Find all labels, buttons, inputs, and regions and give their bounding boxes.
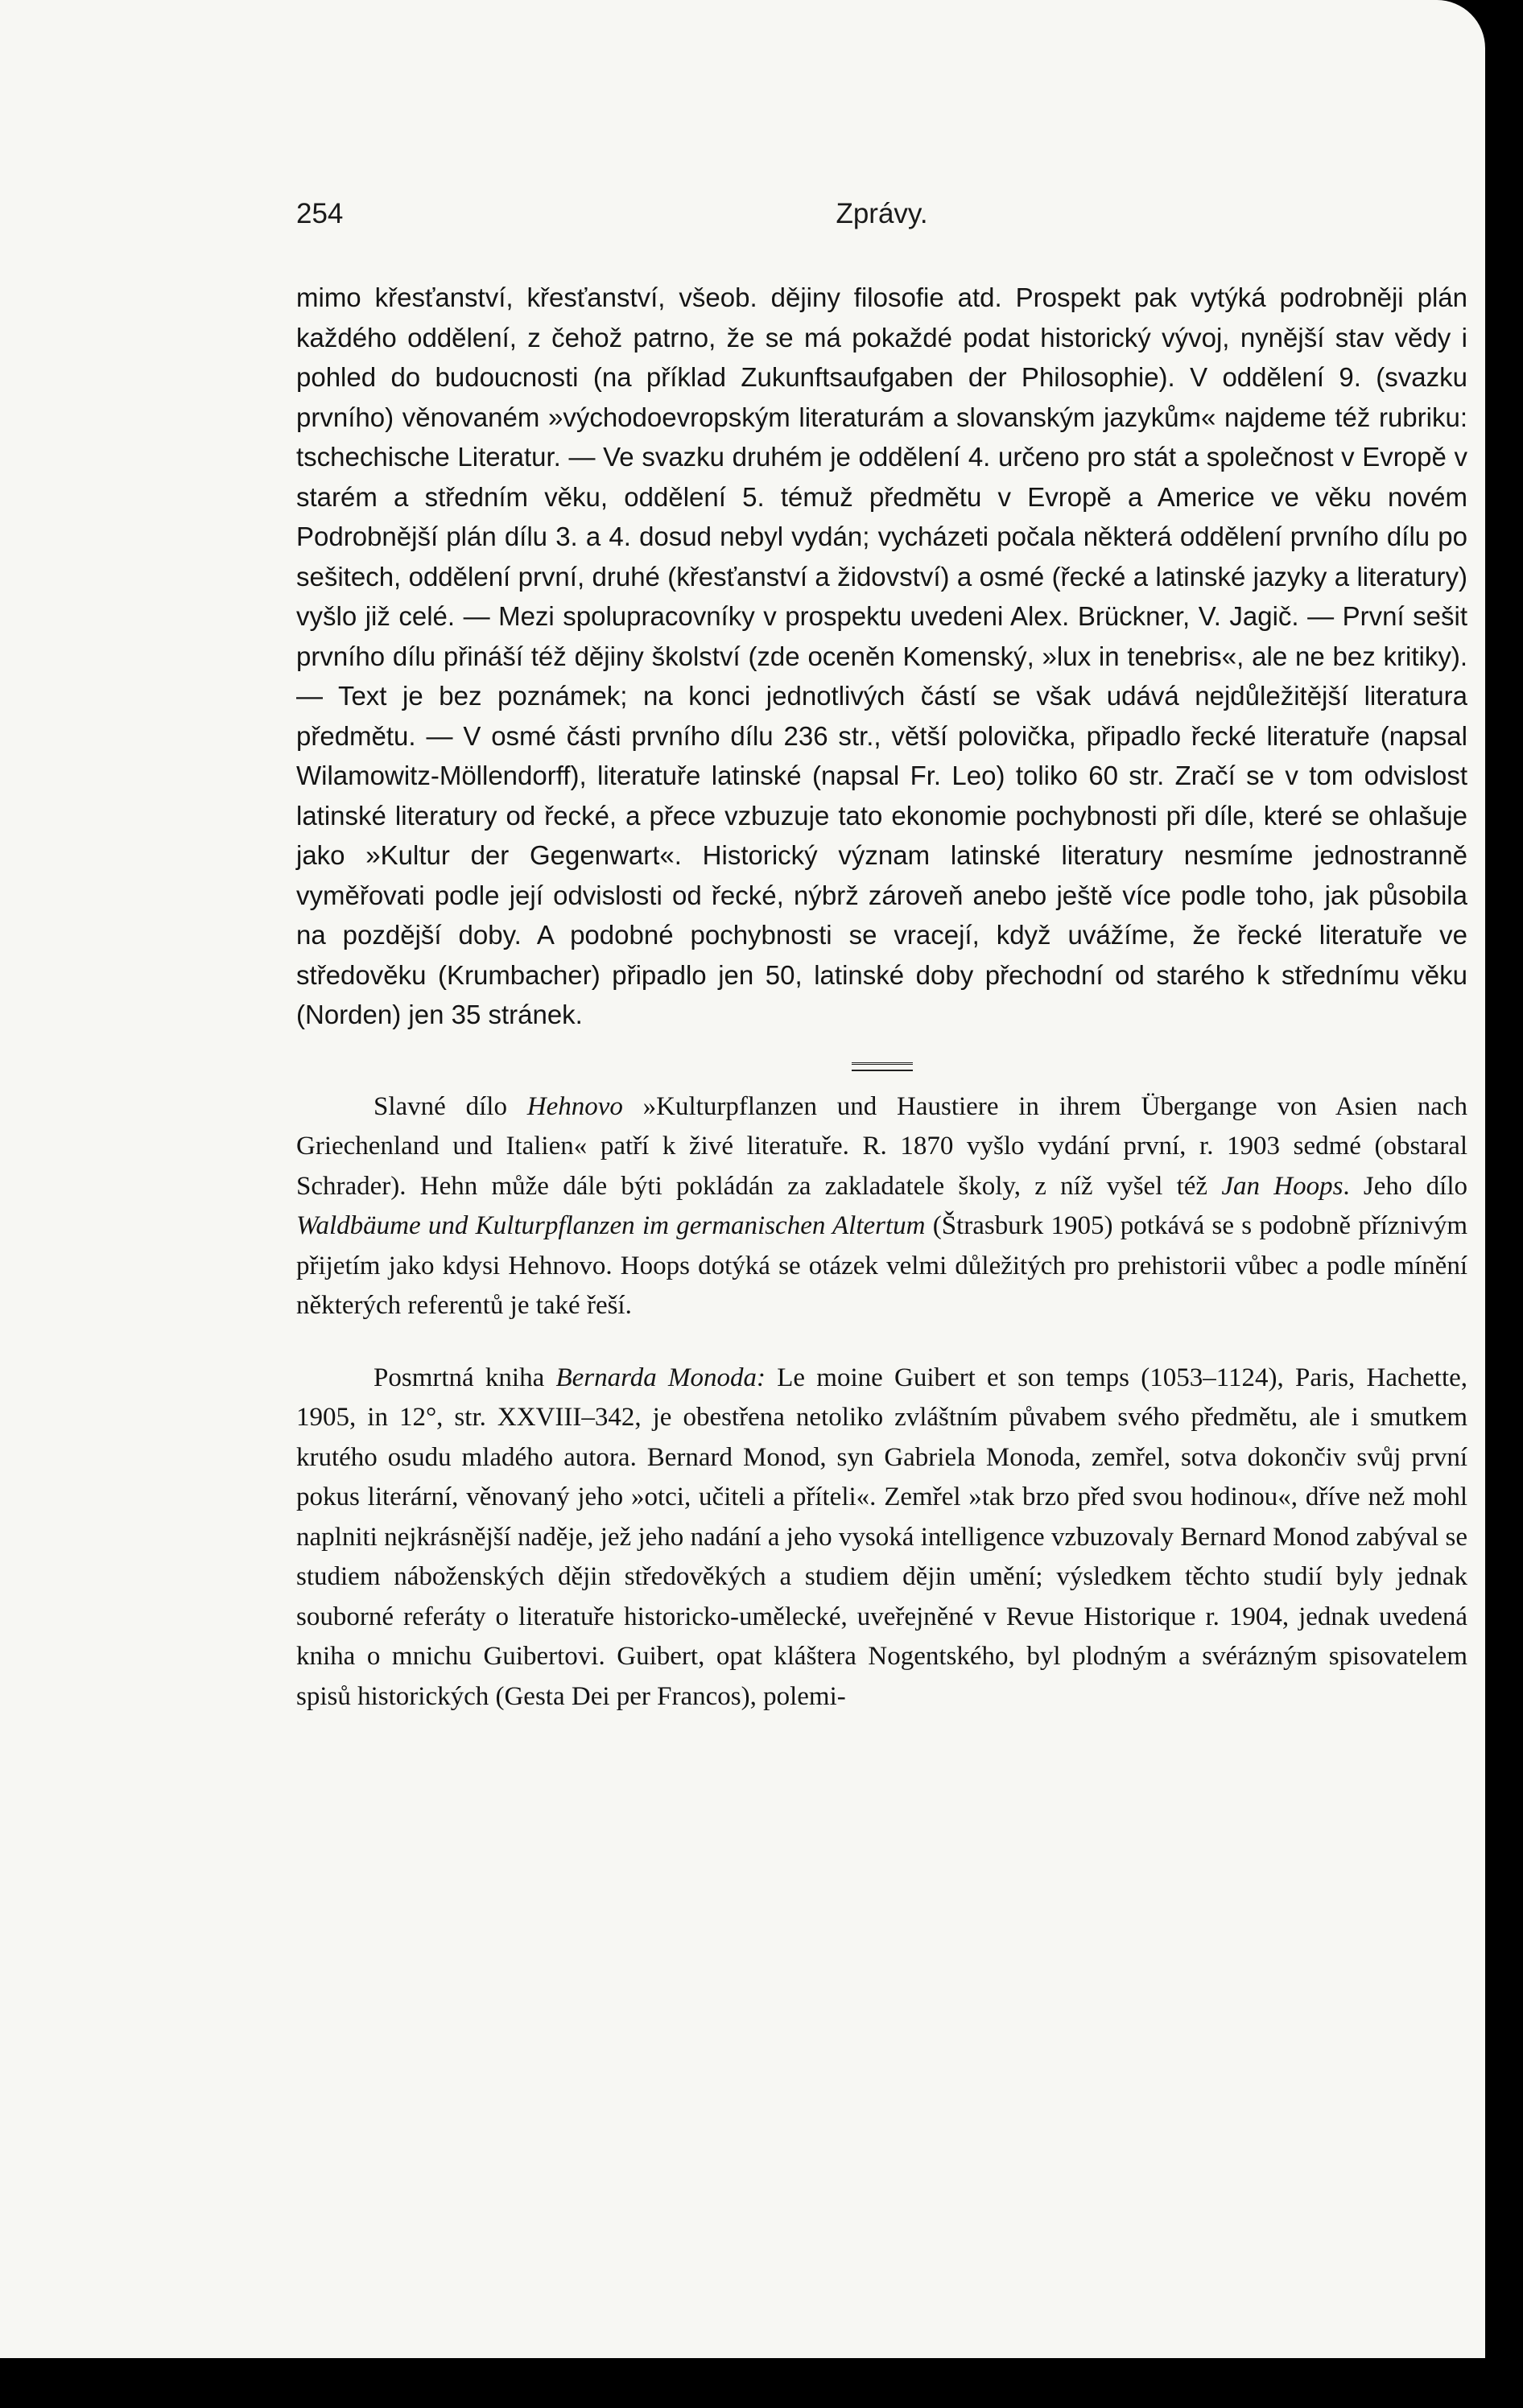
- work-title-waldbaume: Waldbäume und Kulturpflanzen im germanischen Altertum: [296, 1211, 926, 1240]
- paragraph-hehn-text-2: »Kulturpflanzen und Haustiere in ihrem Übergange von Asien nach Griechenland und Italien« patří k živé literatuře. R. 1870 vyšlo vydání první, r. 1903 sedmé (obstaral Schrader). Hehn může dále býti pokládán za zakladatele školy, z níž vyšel též: [296, 1091, 1468, 1201]
- paragraph-hehn-text-3: . Jeho dílo: [1343, 1171, 1467, 1201]
- author-hehn: Hehnovo: [526, 1091, 623, 1121]
- paragraph-monod-text-2: Le moine Guibert et son temps (1053–1124), Paris, Hachette, 1905, in 12°, str. XXVIII–342, je obestřena netoliko zvláštním půvabem svého předmětu, ale i smutkem krutého osudu mladého autora. Bernard Monod, syn Gabriela Monoda, zemřel, sotva dokončiv svůj první pokus literární, věnovaný jeho »otci, učiteli a příteli«. Zemřel »tak brzo před svou hodinou«, dříve než mohl naplniti nejkrásnější naděje, jež jeho nadání a jeho vysoká intelligence vzbuzovaly Bernard Monod zabýval se studiem náboženských dějin středověkých a studiem dějin umění; výsledkem těchto studií byly jednak souborné referáty o literatuře historicko-umělecké, uveřejněné v Revue Historique r. 1904, jednak uvedená kniha o mnichu Guibertovi. Guibert, opat kláštera Nogentského, byl plodným a svérázným spisovatelem spisů historických (Gesta Dei per Francos), polemi-: [296, 1363, 1468, 1711]
- running-title: Zprávy.: [836, 198, 928, 229]
- author-monod: Bernarda Monoda:: [555, 1363, 766, 1392]
- section-separator: [852, 1062, 913, 1071]
- paragraph-hehn-text-1: Slavné dílo: [374, 1091, 527, 1121]
- paragraph-prospectus: mimo křesťanství, křesťanství, všeob. dějiny filosofie atd. Prospekt pak vytýká podrobněji plán každého oddělení, z čehož patrno, že se má pokaždé podat historický vývoj, nynější stav vědy i pohled do budoucnosti (na příklad Zukunftsaufgaben der Philosophie). V oddělení 9. (svazku prvního) věnovaném »východoevropským literaturám a slovanským jazykům« najdeme též rubriku: tschechische Literatur. — Ve svazku druhém je oddělení 4. určeno pro stát a společnost v Evropě v starém a středním věku, oddělení 5. témuž předmětu v Evropě a Americe ve věku novém Podrobnější plán dílu 3. a 4. dosud nebyl vydán; vycházeti počala některá oddělení prvního dílu po sešitech, oddělení první, druhé (křesťanství a židovství) a osmé (řecké a latinské jazyky a literatury) vyšlo již celé. — Mezi spolupracovníky v prospektu uvedeni Alex. Brückner, V. Jagič. — První sešit prvního dílu přináší též dějiny školství (zde oceněn Komenský, »lux in tenebris«, ale ne bez kritiky). — Text je bez poznámek; na konci jednotlivých částí se však udává nejdůležitější literatura předmětu. — V osmé části prvního dílu 236 str., větší polovička, připadlo řecké literatuře (napsal Wilamowitz-Möllendorff), literatuře latinské (napsal Fr. Leo) toliko 60 str. Zračí se v tom odvislost latinské literatury od řecké, a přece vzbuzuje tato ekonomie pochybnosti při díle, které se ohlašuje jako »Kultur der Gegenwart«. Historický význam latinské literatury nesmíme jednostranně vyměřovati podle její odvislosti od řecké, nýbrž zároveň anebo ještě více podle toho, jak působila na pozdější doby. A podobné pochybnosti se vracejí, když uvážíme, že řecké literatuře ve středověku (Krumbacher) připadlo jen 50, latinské doby přechodní od starého k střednímu věku (Norden) jen 35 stránek.: [296, 282, 1467, 1029]
- paragraph-monod: [296, 1359, 1467, 1717]
- article-body: [296, 278, 1467, 1717]
- author-hoops: Jan Hoops: [1221, 1171, 1343, 1201]
- page-number: 254: [296, 198, 344, 229]
- page-header: [296, 198, 1467, 246]
- paragraph-hehn-text-4: (Štrasburk 1905) potkává se s podobně příznivým přijetím jako kdysi Hehnovo. Hoops dotýká se otázek velmi důležitých pro prehistorii vůbec a podle mínění některých referentů je také řeší.: [296, 1211, 1467, 1320]
- paragraph-monod-text-1: Posmrtná kniha: [374, 1363, 556, 1392]
- paragraph-hehn: [296, 1087, 1467, 1326]
